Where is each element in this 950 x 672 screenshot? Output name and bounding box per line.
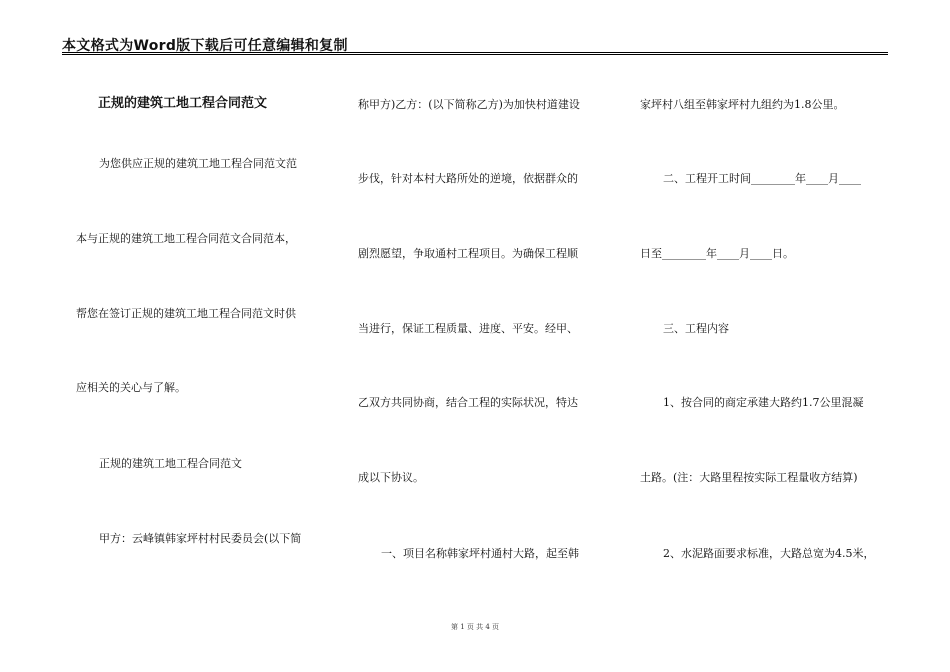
document-header-title: 本文格式为Word版下载后可任意编辑和复制 — [62, 38, 348, 54]
column-3-line-2: 二、工程开工时间________年____月____ — [663, 172, 861, 185]
column-3-line-7: 2、水泥路面要求标准，大路总宽为4.5米， — [663, 547, 875, 560]
header-rule — [62, 52, 888, 53]
column-2-line-5: 乙双方共同协商，结合工程的实际状况，特达 — [358, 396, 578, 409]
column-1-line-4: 应相关的关心与了解。 — [76, 381, 186, 394]
column-2-line-7: 一、项目名称韩家坪村通村大路，起至韩 — [381, 547, 579, 560]
column-2-line-1: 称甲方)乙方：(以下简称乙方)为加快村道建设 — [358, 98, 580, 111]
column-1-line-3: 帮您在签订正规的建筑工地工程合同范文时供 — [76, 307, 296, 320]
column-1-line-5: 正规的建筑工地工程合同范文 — [99, 457, 242, 470]
column-3-line-1: 家坪村八组至韩家坪村九组约为1.8公里。 — [640, 98, 845, 111]
column-1-line-2: 本与正规的建筑工地工程合同范文合同范本， — [76, 232, 296, 245]
column-1-line-6: 甲方：云峰镇韩家坪村村民委员会(以下简 — [99, 532, 302, 545]
column-2-line-2: 步伐，针对本村大路所处的逆境，依据群众的 — [358, 172, 578, 185]
page-number-footer: 第 1 页 共 4 页 — [450, 623, 500, 631]
document-title: 正规的建筑工地工程合同范文 — [98, 96, 268, 111]
header-rule-secondary — [62, 54, 888, 55]
column-1-line-1: 为您供应正规的建筑工地工程合同范文范 — [99, 157, 297, 170]
column-2-line-3: 剧烈愿望，争取通村工程项目。为确保工程顺 — [358, 247, 578, 260]
column-2-line-6: 成以下协议。 — [358, 471, 424, 484]
column-3-line-5: 1、按合同的商定承建大路约1.7公里混凝 — [663, 396, 864, 409]
column-2-line-4: 当进行，保证工程质量、进度、平安。经甲、 — [358, 322, 578, 335]
column-3-line-3: 日至________年____月____日。 — [640, 247, 794, 260]
column-3-line-4: 三、工程内容 — [663, 322, 729, 335]
column-3-line-6: 土路。(注：大路里程按实际工程量收方结算) — [640, 471, 858, 484]
